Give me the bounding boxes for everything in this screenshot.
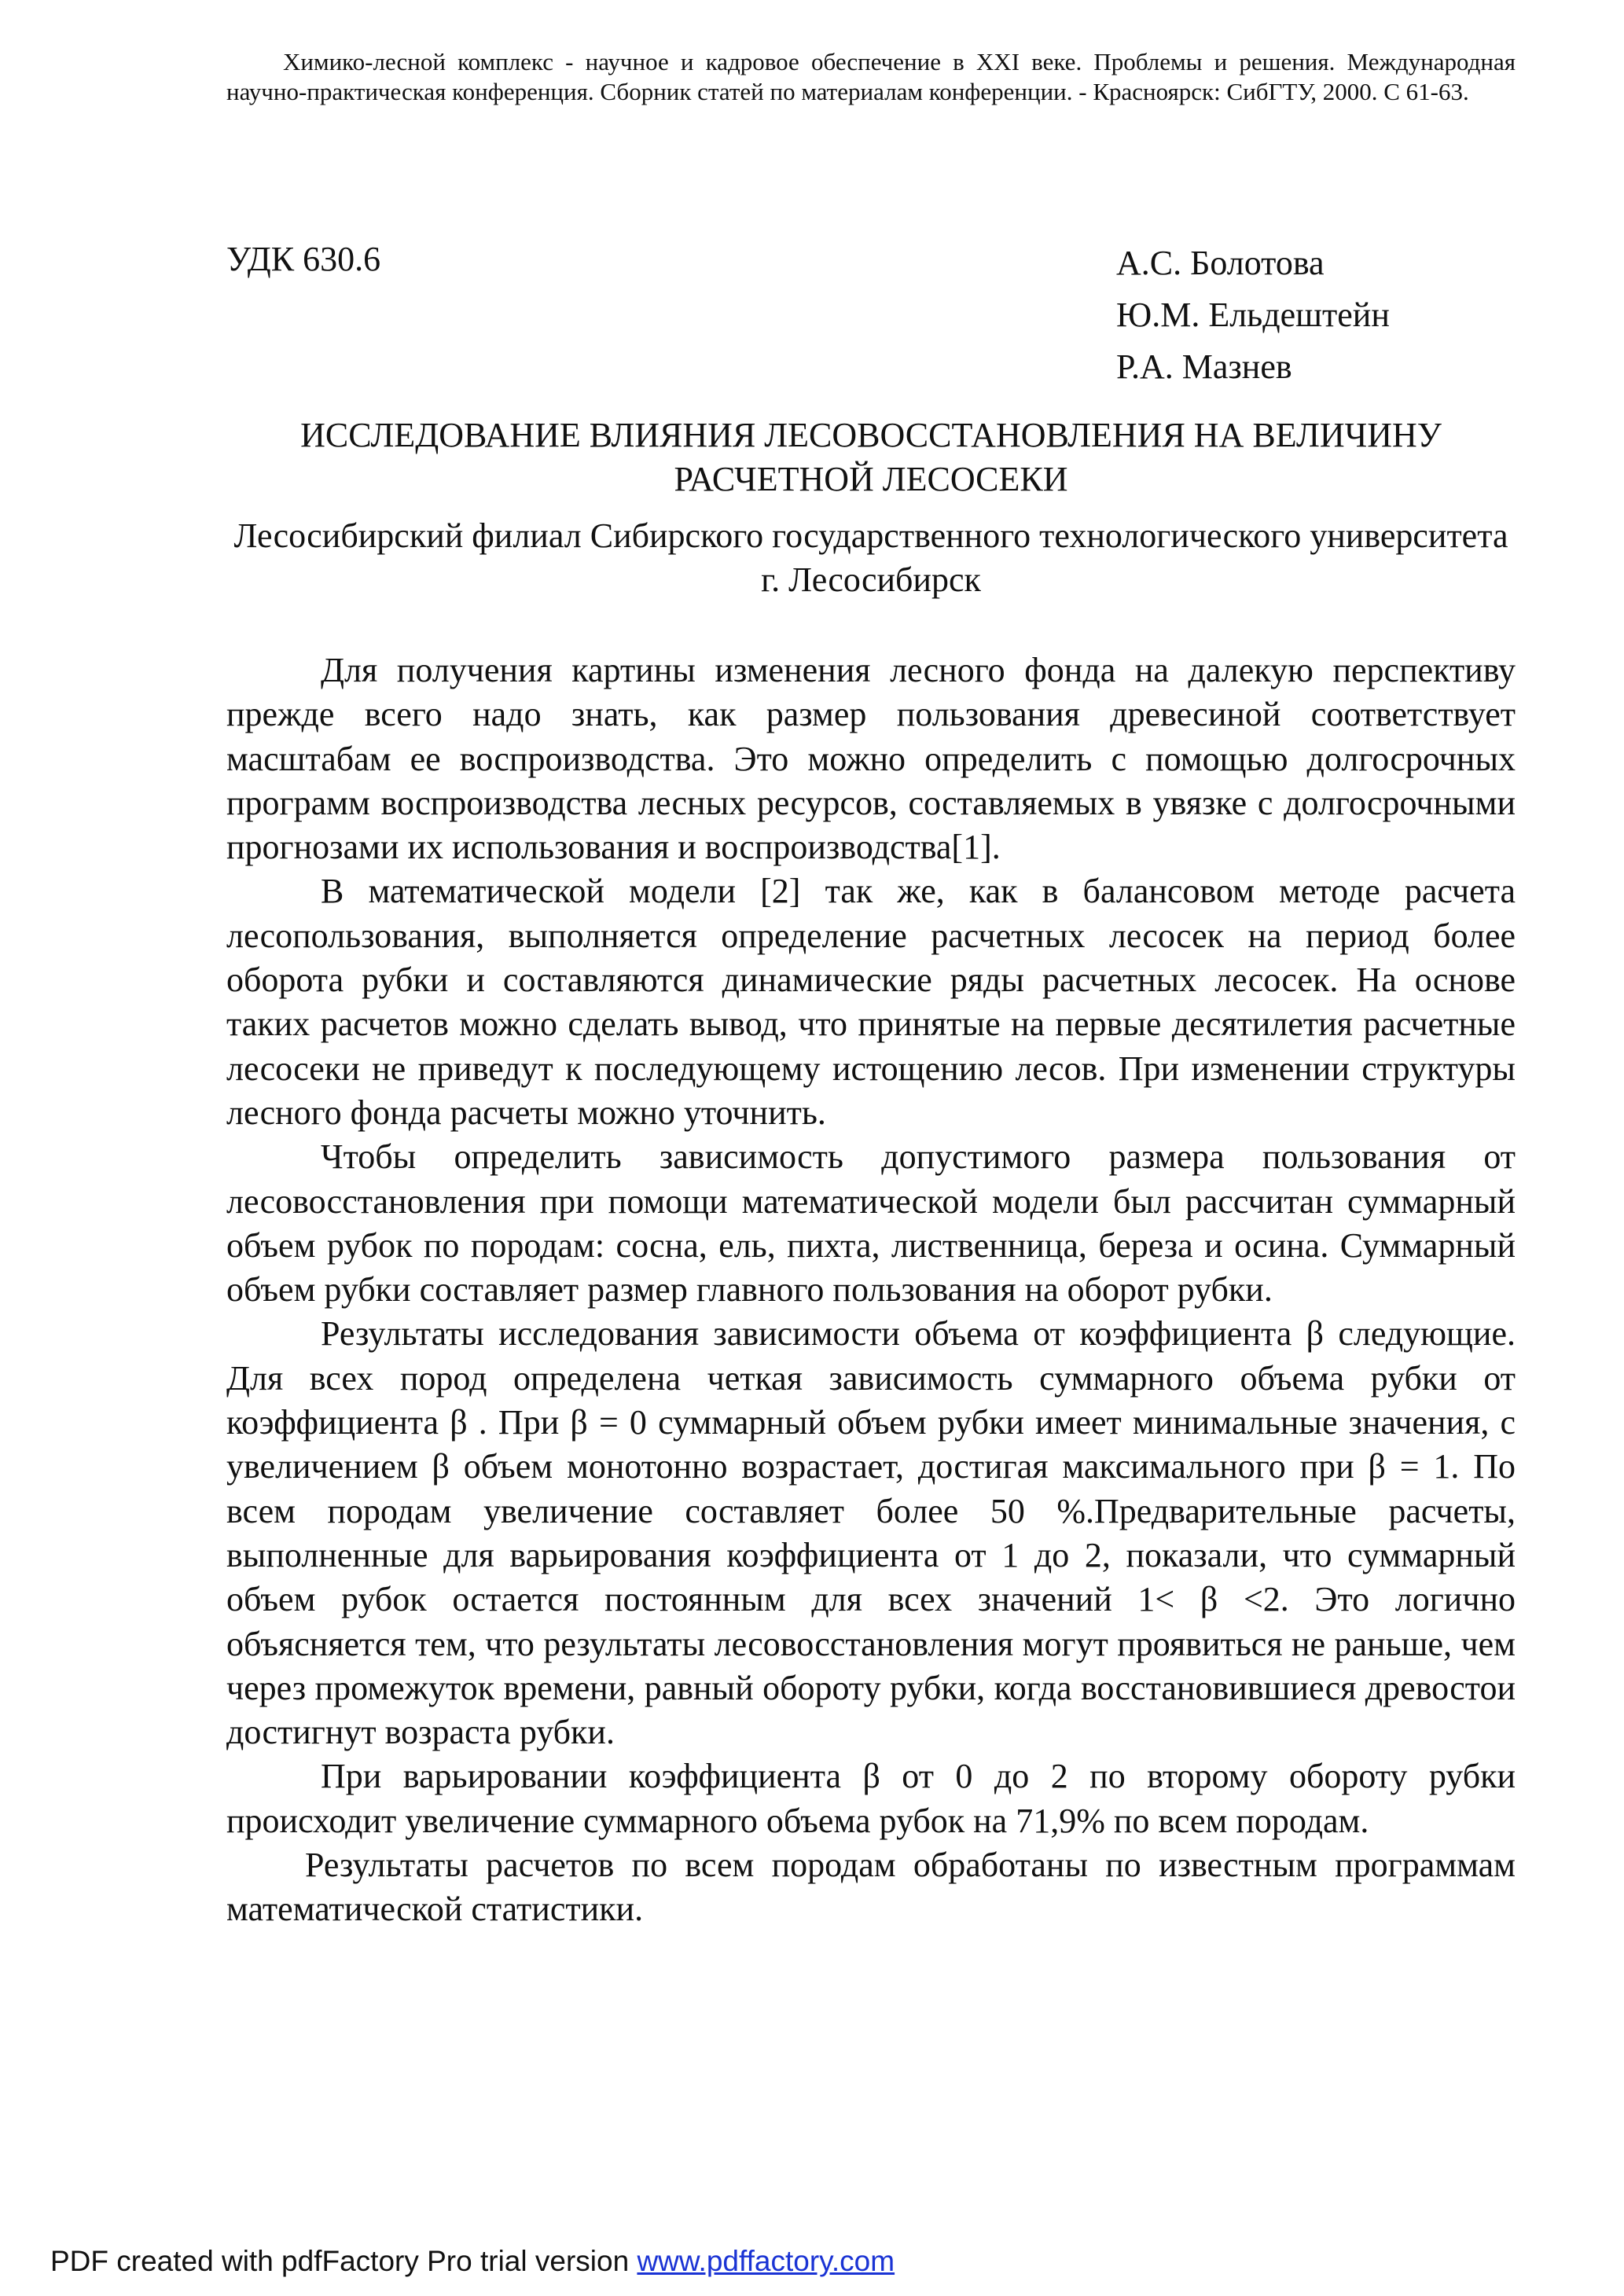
body-paragraph: Чтобы определить зависимость допустимого размера пользования от лесовосстановления при помощи математической модели был рассчитан суммарный объем рубок по породам: сосна, ель, пихта, лиственница, береза и осина. Суммарный объем рубки составляет размер главного пользования на оборот рубки.: [226, 1137, 1516, 1310]
article-body: [226, 648, 1516, 1932]
author-name: Р.А. Мазнев: [1116, 347, 1292, 386]
paper-title: ИССЛЕДОВАНИЕ ВЛИЯНИЯ ЛЕСОВОССТАНОВЛЕНИЯ НА ВЕЛИЧИНУ РАСЧЕТНОЙ ЛЕСОСЕКИ: [300, 416, 1442, 498]
citation-header: [226, 47, 1516, 107]
udk-code: УДК 630.6: [226, 240, 381, 278]
pdf-watermark-footer: [50, 2244, 895, 2279]
body-paragraph: Результаты расчетов по всем породам обработаны по известным программам математической статистики.: [226, 1846, 1516, 1929]
body-paragraph: Результаты исследования зависимости объема от коэффициента β следующие. Для всех пород определена четкая зависимость суммарного объема рубки от коэффициента β . При β = 0 суммарный объем рубки имеет минимальные значения, с увеличением β объем монотонно возрастает, достигая максимального при β = 1. По всем породам увеличение составляет более 50 %.Предварительные расчеты, выполненные для варьирования коэффициента от 1 до 2, показали, что суммарный объем рубок остается постоянным для всех значений 1< β <2. Это логично объясняется тем, что результаты лесовосстановления могут проявиться не раньше, чем через промежуток времени, равный обороту рубки, когда восстановившиеся древостои достигнут возраста рубки.: [226, 1314, 1516, 1752]
footer-text: PDF created with pdfFactory Pro trial version: [50, 2245, 637, 2277]
affiliation: Лесосибирский филиал Сибирского государственного технологического университета г. Лесосибирск: [233, 516, 1508, 599]
body-paragraph: При варьировании коэффициента β от 0 до 2 по второму обороту рубки происходит увеличение суммарного объема рубок на 71,9% по всем породам.: [226, 1757, 1516, 1840]
author-name: А.С. Болотова: [1116, 244, 1325, 282]
citation-text: Химико-лесной комплекс - научное и кадровое обеспечение в XXI веке. Проблемы и решения. Международная научно-практическая конференция. Сборник статей по материалам конференции. - Красноярск: СибГТУ, 2000. С 61-63.: [226, 48, 1516, 105]
body-paragraph: В математической модели [2] так же, как в балансовом методе расчета лесопользования, выполняется определение расчетных лесосек на период более оборота рубки и составляются динамические ряды расчетных лесосек. На основе таких расчетов можно сделать вывод, что принятые на первые десятилетия расчетные лесосеки не приведут к последующему истощению лесов. При изменении структуры лесного фонда расчеты можно уточнить.: [226, 872, 1516, 1132]
body-paragraph: Для получения картины изменения лесного фонда на далекую перспективу прежде всего надо знать, как размер пользования древесиной соответствует масштабам ее воспроизводства. Это можно определить с помощью долгосрочных программ воспроизводства лесных ресурсов, составляемых в увязке с долгосрочными прогнозами их использования и воспроизводства[1].: [226, 651, 1516, 867]
pdffactory-link[interactable]: www.pdffactory.com: [637, 2245, 895, 2277]
author-list: [1116, 237, 1390, 393]
author-name: Ю.М. Ельдештейн: [1116, 296, 1390, 334]
